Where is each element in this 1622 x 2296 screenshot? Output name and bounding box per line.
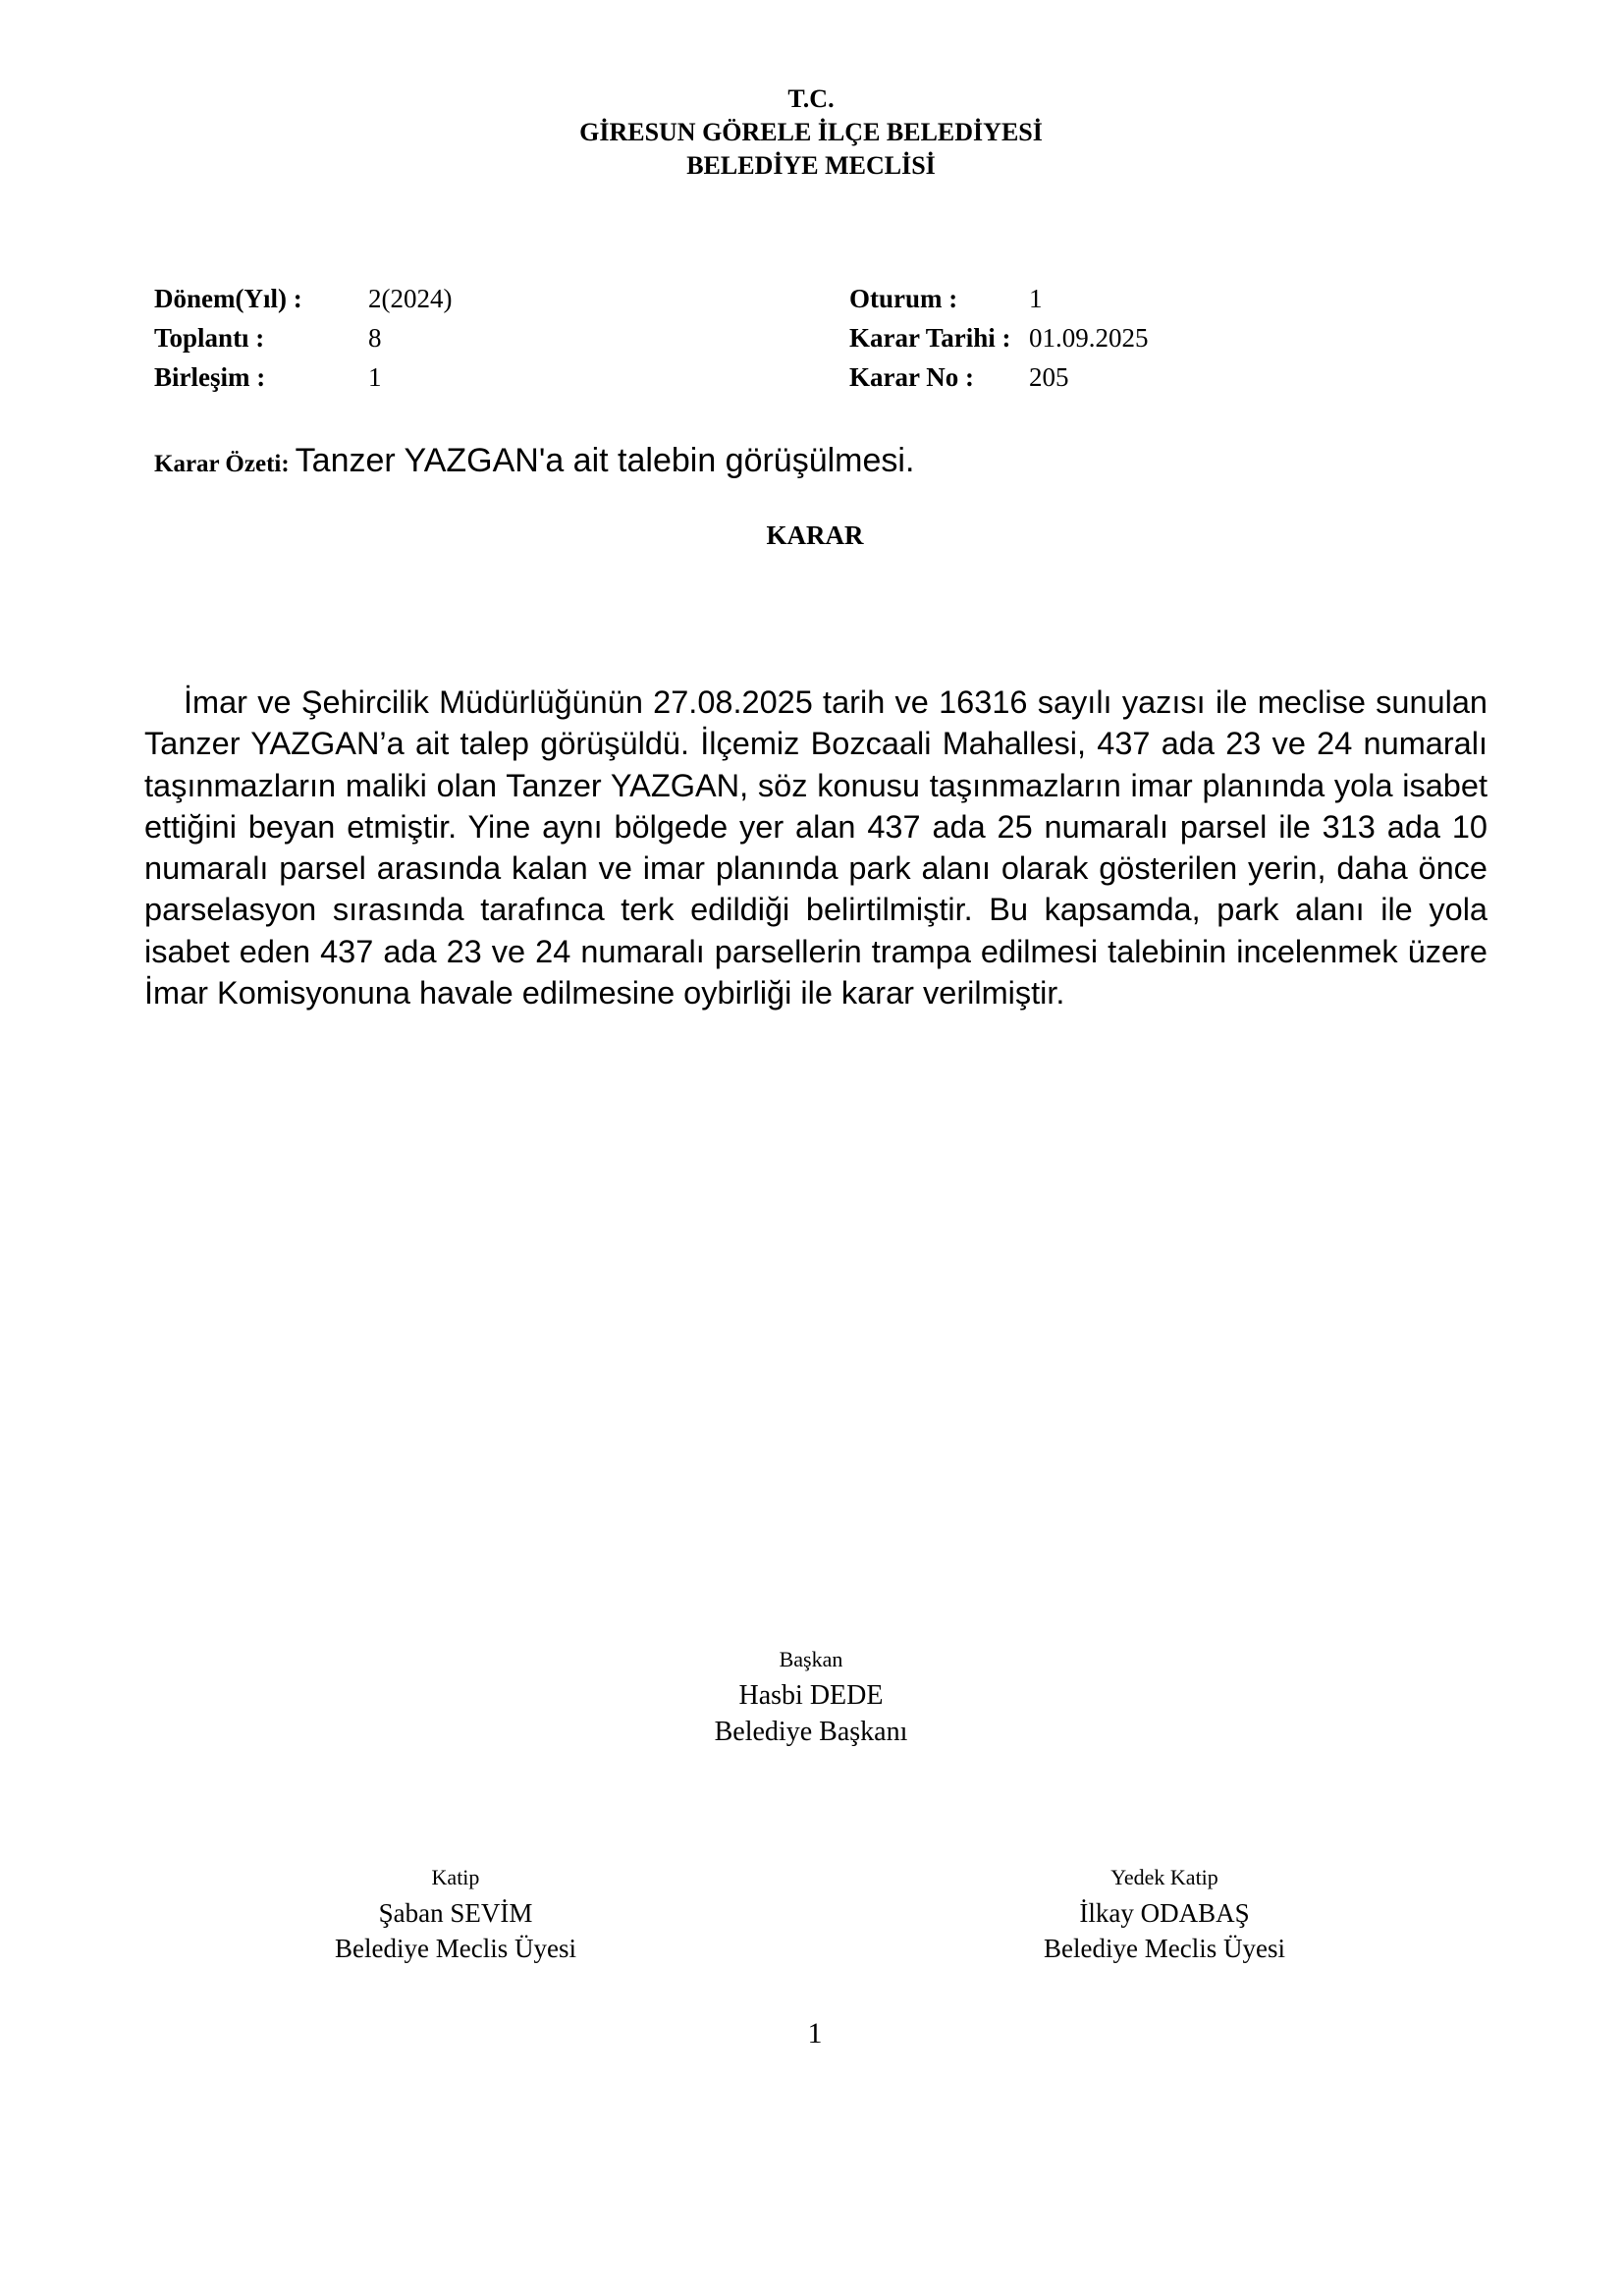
header-municipality: GİRESUN GÖRELE İLÇE BELEDİYESİ bbox=[579, 118, 1043, 146]
meta-value: 01.09.2025 bbox=[1029, 323, 1149, 353]
meta-value: 1 bbox=[1029, 284, 1043, 313]
header-republic: T.C. bbox=[787, 84, 835, 113]
signature-role: Yedek Katip bbox=[1110, 1865, 1218, 1889]
header-council: BELEDİYE MECLİSİ bbox=[686, 151, 936, 180]
meta-label: Toplantı : bbox=[154, 323, 265, 353]
signature-deputy-clerk bbox=[968, 1860, 1361, 1966]
signature-role: Katip bbox=[431, 1865, 480, 1889]
meta-row-toplanti bbox=[154, 318, 452, 357]
meta-row-karar-tarihi bbox=[849, 318, 1149, 357]
meta-left-block bbox=[154, 279, 452, 397]
signature-title: Belediye Meclis Üyesi bbox=[1044, 1934, 1285, 1963]
summary-value: Tanzer YAZGAN'a ait talebin görüşülmesi. bbox=[295, 442, 915, 479]
signature-name: İlkay ODABAŞ bbox=[1079, 1898, 1250, 1928]
summary-label: Karar Özeti: bbox=[154, 451, 290, 477]
document-header bbox=[0, 82, 1622, 183]
signature-title: Belediye Meclis Üyesi bbox=[335, 1934, 576, 1963]
meta-row-donem bbox=[154, 279, 452, 318]
signature-title: Belediye Başkanı bbox=[714, 1717, 908, 1747]
meta-value: 8 bbox=[368, 323, 382, 353]
meta-value: 205 bbox=[1029, 362, 1069, 392]
decision-summary bbox=[154, 438, 914, 487]
signature-clerk bbox=[259, 1860, 652, 1966]
meta-row-oturum bbox=[849, 279, 1149, 318]
meta-label: Birleşim : bbox=[154, 362, 266, 392]
meta-label: Dönem(Yıl) : bbox=[154, 284, 302, 313]
signature-name: Hasbi DEDE bbox=[738, 1680, 884, 1711]
meta-label: Oturum : bbox=[849, 284, 958, 313]
decision-body: İmar ve Şehircilik Müdürlüğünün 27.08.2025 tarih ve 16316 sayılı yazısı ile meclise sunulan Tanzer YAZGAN’a ait talep görüşüldü. İlçemiz Bozcaali Mahallesi, 437 ada 23 ve 24 numaralı taşınmazların maliki olan Tanzer YAZGAN, söz konusu taşınmazların imar planında yola isabet ettiğini beyan etmiştir. Yine aynı bölgede yer alan 437 ada 25 numaralı parsel ile 313 ada 10 numaralı parsel arasında kalan ve imar planında park alanı olarak gösterilen yerin, daha önce parselasyon sırasında tarafınca terk edildiği belirtilmiştir. Bu kapsamda, park alanı ile yola isabet eden 437 ada 23 ve 24 numaralı parsellerin trampa edilmesi talebinin incelenmek üzere İmar Komisyonuna havale edilmesine oybirliği ile karar verilmiştir. bbox=[144, 684, 1487, 1011]
signature-role: Başkan bbox=[779, 1647, 843, 1671]
meta-row-birlesim bbox=[154, 357, 452, 397]
signature-chair bbox=[615, 1642, 1007, 1750]
decision-title: KARAR bbox=[766, 520, 864, 550]
meta-label: Karar No : bbox=[849, 362, 974, 392]
signature-name: Şaban SEVİM bbox=[378, 1898, 533, 1928]
page-number: 1 bbox=[807, 2017, 823, 2050]
meta-value: 2(2024) bbox=[368, 284, 453, 313]
meta-value: 1 bbox=[368, 362, 382, 392]
meta-label: Karar Tarihi : bbox=[849, 323, 1011, 353]
meta-right-block bbox=[849, 279, 1149, 397]
meta-row-karar-no bbox=[849, 357, 1149, 397]
